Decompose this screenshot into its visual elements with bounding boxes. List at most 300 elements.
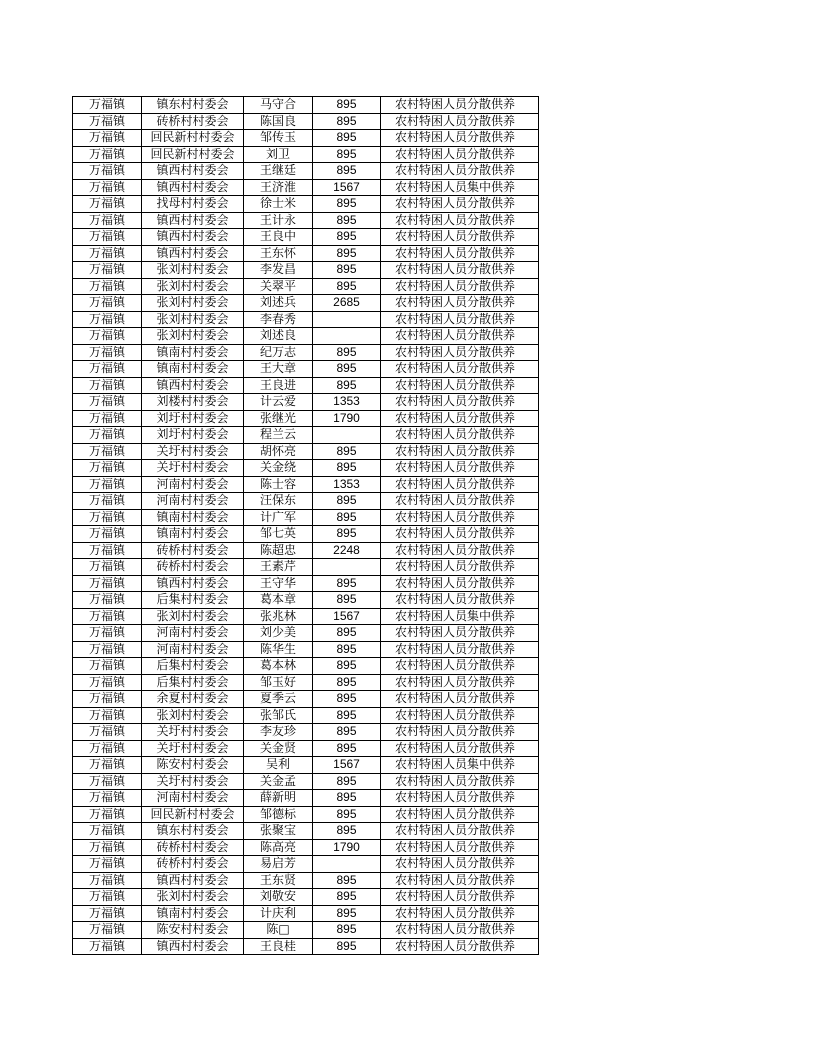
person-name-cell: 王济淮 [244, 179, 313, 196]
support-category-cell: 农村特困人员分散供养 [381, 889, 539, 906]
amount-cell [313, 328, 381, 345]
table-row [73, 691, 539, 708]
township-cell: 万福镇 [73, 344, 142, 361]
township-cell: 万福镇 [73, 328, 142, 345]
township-cell: 万福镇 [73, 724, 142, 741]
village-committee-cell: 镇南村村委会 [142, 509, 244, 526]
township-cell: 万福镇 [73, 691, 142, 708]
amount-cell: 2248 [313, 542, 381, 559]
support-category-cell: 农村特困人员分散供养 [381, 823, 539, 840]
table-row [73, 889, 539, 906]
support-category-cell: 农村特困人员分散供养 [381, 295, 539, 312]
person-name-cell: 陈士容 [244, 476, 313, 493]
support-category-cell: 农村特困人员分散供养 [381, 476, 539, 493]
table-row [73, 922, 539, 939]
village-committee-cell: 关圩村村委会 [142, 773, 244, 790]
person-name-cell: 邹玉好 [244, 674, 313, 691]
village-committee-cell: 镇南村村委会 [142, 361, 244, 378]
amount-cell: 895 [313, 872, 381, 889]
amount-cell: 895 [313, 625, 381, 642]
amount-cell: 1567 [313, 608, 381, 625]
village-committee-cell: 回民新村村委会 [142, 806, 244, 823]
township-cell: 万福镇 [73, 757, 142, 774]
person-name-cell: 计广军 [244, 509, 313, 526]
person-name-cell: 计庆利 [244, 905, 313, 922]
village-committee-cell: 张刘村村委会 [142, 707, 244, 724]
township-cell: 万福镇 [73, 658, 142, 675]
person-name-cell: 陈超忠 [244, 542, 313, 559]
support-category-cell: 农村特困人员分散供养 [381, 790, 539, 807]
support-category-cell: 农村特困人员分散供养 [381, 146, 539, 163]
support-category-cell: 农村特困人员分散供养 [381, 245, 539, 262]
person-name-cell: 陈□ [244, 922, 313, 939]
person-name-cell: 李春秀 [244, 311, 313, 328]
village-committee-cell: 砖桥村村委会 [142, 113, 244, 130]
village-committee-cell: 河南村村委会 [142, 625, 244, 642]
table-row [73, 476, 539, 493]
support-category-cell: 农村特困人员分散供养 [381, 559, 539, 576]
township-cell: 万福镇 [73, 542, 142, 559]
support-category-cell: 农村特困人员分散供养 [381, 113, 539, 130]
person-name-cell: 关金孟 [244, 773, 313, 790]
support-category-cell: 农村特困人员集中供养 [381, 757, 539, 774]
support-category-cell: 农村特困人员分散供养 [381, 658, 539, 675]
person-name-cell: 王计永 [244, 212, 313, 229]
village-committee-cell: 张刘村村委会 [142, 262, 244, 279]
village-committee-cell: 陈安村村委会 [142, 757, 244, 774]
support-category-cell: 农村特困人员分散供养 [381, 311, 539, 328]
village-committee-cell: 刘圩村村委会 [142, 427, 244, 444]
person-name-cell: 王继廷 [244, 163, 313, 180]
support-category-cell: 农村特困人员分散供养 [381, 344, 539, 361]
support-category-cell: 农村特困人员分散供养 [381, 625, 539, 642]
amount-cell: 895 [313, 146, 381, 163]
township-cell: 万福镇 [73, 493, 142, 510]
amount-cell: 895 [313, 938, 381, 955]
support-category-cell: 农村特困人员分散供养 [381, 163, 539, 180]
township-cell: 万福镇 [73, 592, 142, 609]
township-cell: 万福镇 [73, 773, 142, 790]
amount-cell: 895 [313, 905, 381, 922]
township-cell: 万福镇 [73, 856, 142, 873]
table-row [73, 245, 539, 262]
amount-cell: 1567 [313, 757, 381, 774]
village-committee-cell: 镇南村村委会 [142, 905, 244, 922]
person-name-cell: 王大章 [244, 361, 313, 378]
amount-cell: 895 [313, 344, 381, 361]
table-row [73, 443, 539, 460]
village-committee-cell: 关圩村村委会 [142, 443, 244, 460]
village-committee-cell: 余夏村村委会 [142, 691, 244, 708]
table-row [73, 163, 539, 180]
table-row [73, 509, 539, 526]
support-category-cell: 农村特困人员分散供养 [381, 394, 539, 411]
village-committee-cell: 后集村村委会 [142, 592, 244, 609]
village-committee-cell: 砖桥村村委会 [142, 856, 244, 873]
village-committee-cell: 镇西村村委会 [142, 212, 244, 229]
table-row [73, 559, 539, 576]
person-name-cell: 胡怀亮 [244, 443, 313, 460]
amount-cell: 895 [313, 163, 381, 180]
township-cell: 万福镇 [73, 146, 142, 163]
township-cell: 万福镇 [73, 740, 142, 757]
support-category-cell: 农村特困人员分散供养 [381, 443, 539, 460]
township-cell: 万福镇 [73, 361, 142, 378]
table-row [73, 823, 539, 840]
person-name-cell: 刘卫 [244, 146, 313, 163]
table-row [73, 526, 539, 543]
amount-cell: 895 [313, 361, 381, 378]
village-committee-cell: 刘圩村村委会 [142, 410, 244, 427]
township-cell: 万福镇 [73, 526, 142, 543]
table-row [73, 493, 539, 510]
person-name-cell: 王良进 [244, 377, 313, 394]
person-name-cell: 王守华 [244, 575, 313, 592]
person-name-cell: 张聚宝 [244, 823, 313, 840]
township-cell: 万福镇 [73, 922, 142, 939]
person-name-cell: 程兰云 [244, 427, 313, 444]
village-committee-cell: 河南村村委会 [142, 476, 244, 493]
person-name-cell: 王良桂 [244, 938, 313, 955]
village-committee-cell: 镇西村村委会 [142, 179, 244, 196]
support-category-cell: 农村特困人员分散供养 [381, 328, 539, 345]
person-name-cell: 关金绕 [244, 460, 313, 477]
village-committee-cell: 镇西村村委会 [142, 229, 244, 246]
village-committee-cell: 河南村村委会 [142, 493, 244, 510]
table-row [73, 757, 539, 774]
person-name-cell: 夏季云 [244, 691, 313, 708]
table-row [73, 740, 539, 757]
township-cell: 万福镇 [73, 196, 142, 213]
amount-cell: 895 [313, 212, 381, 229]
support-category-cell: 农村特困人员分散供养 [381, 278, 539, 295]
village-committee-cell: 张刘村村委会 [142, 311, 244, 328]
township-cell: 万福镇 [73, 674, 142, 691]
amount-cell: 895 [313, 229, 381, 246]
township-cell: 万福镇 [73, 394, 142, 411]
person-name-cell: 王良中 [244, 229, 313, 246]
village-committee-cell: 张刘村村委会 [142, 295, 244, 312]
relief-roster-table [72, 96, 539, 955]
person-name-cell: 徐士米 [244, 196, 313, 213]
person-name-cell: 关翠平 [244, 278, 313, 295]
village-committee-cell: 关圩村村委会 [142, 724, 244, 741]
township-cell: 万福镇 [73, 905, 142, 922]
village-committee-cell: 张刘村村委会 [142, 278, 244, 295]
village-committee-cell: 关圩村村委会 [142, 460, 244, 477]
amount-cell: 895 [313, 740, 381, 757]
township-cell: 万福镇 [73, 707, 142, 724]
person-name-cell: 张邹氏 [244, 707, 313, 724]
person-name-cell: 王东贤 [244, 872, 313, 889]
table-row [73, 905, 539, 922]
support-category-cell: 农村特困人员分散供养 [381, 410, 539, 427]
amount-cell: 895 [313, 806, 381, 823]
township-cell: 万福镇 [73, 790, 142, 807]
village-committee-cell: 砖桥村村委会 [142, 559, 244, 576]
table-row [73, 361, 539, 378]
township-cell: 万福镇 [73, 938, 142, 955]
village-committee-cell: 镇西村村委会 [142, 245, 244, 262]
amount-cell: 895 [313, 196, 381, 213]
township-cell: 万福镇 [73, 625, 142, 642]
table-row [73, 460, 539, 477]
support-category-cell: 农村特困人员分散供养 [381, 493, 539, 510]
township-cell: 万福镇 [73, 641, 142, 658]
table-row [73, 856, 539, 873]
township-cell: 万福镇 [73, 427, 142, 444]
township-cell: 万福镇 [73, 295, 142, 312]
roster-body [73, 97, 539, 955]
amount-cell: 895 [313, 575, 381, 592]
support-category-cell: 农村特困人员分散供养 [381, 460, 539, 477]
person-name-cell: 陈国良 [244, 113, 313, 130]
amount-cell: 895 [313, 130, 381, 147]
person-name-cell: 陈华生 [244, 641, 313, 658]
village-committee-cell: 河南村村委会 [142, 790, 244, 807]
village-committee-cell: 张刘村村委会 [142, 889, 244, 906]
table-row [73, 113, 539, 130]
amount-cell [313, 856, 381, 873]
support-category-cell: 农村特困人员分散供养 [381, 839, 539, 856]
table-row [73, 427, 539, 444]
support-category-cell: 农村特困人员分散供养 [381, 922, 539, 939]
amount-cell: 895 [313, 460, 381, 477]
amount-cell: 1567 [313, 179, 381, 196]
amount-cell: 895 [313, 790, 381, 807]
amount-cell: 895 [313, 592, 381, 609]
amount-cell: 895 [313, 113, 381, 130]
person-name-cell: 关金贤 [244, 740, 313, 757]
person-name-cell: 葛本林 [244, 658, 313, 675]
township-cell: 万福镇 [73, 410, 142, 427]
table-row [73, 790, 539, 807]
village-committee-cell: 砖桥村村委会 [142, 542, 244, 559]
township-cell: 万福镇 [73, 311, 142, 328]
township-cell: 万福镇 [73, 130, 142, 147]
table-row [73, 278, 539, 295]
amount-cell [313, 311, 381, 328]
support-category-cell: 农村特困人员分散供养 [381, 674, 539, 691]
person-name-cell: 王东怀 [244, 245, 313, 262]
township-cell: 万福镇 [73, 889, 142, 906]
village-committee-cell: 砖桥村村委会 [142, 839, 244, 856]
table-row [73, 311, 539, 328]
support-category-cell: 农村特困人员集中供养 [381, 179, 539, 196]
table-row [73, 938, 539, 955]
village-committee-cell: 镇西村村委会 [142, 872, 244, 889]
table-row [73, 377, 539, 394]
village-committee-cell: 河南村村委会 [142, 641, 244, 658]
amount-cell: 895 [313, 97, 381, 114]
township-cell: 万福镇 [73, 97, 142, 114]
village-committee-cell: 镇西村村委会 [142, 377, 244, 394]
table-row [73, 608, 539, 625]
person-name-cell: 刘述良 [244, 328, 313, 345]
table-row [73, 328, 539, 345]
village-committee-cell: 镇南村村委会 [142, 344, 244, 361]
person-name-cell: 刘少美 [244, 625, 313, 642]
support-category-cell: 农村特困人员集中供养 [381, 608, 539, 625]
support-category-cell: 农村特困人员分散供养 [381, 427, 539, 444]
table-row [73, 179, 539, 196]
amount-cell: 895 [313, 493, 381, 510]
township-cell: 万福镇 [73, 575, 142, 592]
township-cell: 万福镇 [73, 509, 142, 526]
amount-cell: 895 [313, 823, 381, 840]
village-committee-cell: 镇西村村委会 [142, 938, 244, 955]
support-category-cell: 农村特困人员分散供养 [381, 542, 539, 559]
amount-cell [313, 559, 381, 576]
support-category-cell: 农村特困人员分散供养 [381, 212, 539, 229]
person-name-cell: 纪万志 [244, 344, 313, 361]
support-category-cell: 农村特困人员分散供养 [381, 691, 539, 708]
amount-cell: 895 [313, 889, 381, 906]
support-category-cell: 农村特困人员分散供养 [381, 377, 539, 394]
person-name-cell: 薛新明 [244, 790, 313, 807]
person-name-cell: 易启芳 [244, 856, 313, 873]
amount-cell: 1353 [313, 394, 381, 411]
support-category-cell: 农村特困人员分散供养 [381, 773, 539, 790]
person-name-cell: 陈高亮 [244, 839, 313, 856]
amount-cell: 895 [313, 509, 381, 526]
township-cell: 万福镇 [73, 839, 142, 856]
support-category-cell: 农村特困人员分散供养 [381, 938, 539, 955]
person-name-cell: 吴利 [244, 757, 313, 774]
support-category-cell: 农村特困人员分散供养 [381, 740, 539, 757]
township-cell: 万福镇 [73, 212, 142, 229]
village-committee-cell: 陈安村村委会 [142, 922, 244, 939]
person-name-cell: 邹传玉 [244, 130, 313, 147]
village-committee-cell: 张刘村村委会 [142, 328, 244, 345]
table-row [73, 872, 539, 889]
amount-cell: 895 [313, 245, 381, 262]
support-category-cell: 农村特困人员分散供养 [381, 724, 539, 741]
village-committee-cell: 后集村村委会 [142, 674, 244, 691]
amount-cell: 895 [313, 691, 381, 708]
table-row [73, 295, 539, 312]
table-row [73, 410, 539, 427]
village-committee-cell: 回民新村村委会 [142, 130, 244, 147]
table-row [73, 839, 539, 856]
amount-cell [313, 427, 381, 444]
table-row [73, 625, 539, 642]
township-cell: 万福镇 [73, 163, 142, 180]
township-cell: 万福镇 [73, 377, 142, 394]
amount-cell: 895 [313, 674, 381, 691]
township-cell: 万福镇 [73, 245, 142, 262]
person-name-cell: 刘述兵 [244, 295, 313, 312]
amount-cell: 1790 [313, 410, 381, 427]
township-cell: 万福镇 [73, 443, 142, 460]
person-name-cell: 李发昌 [244, 262, 313, 279]
support-category-cell: 农村特困人员分散供养 [381, 592, 539, 609]
table-row [73, 724, 539, 741]
village-committee-cell: 镇东村村委会 [142, 97, 244, 114]
village-committee-cell: 后集村村委会 [142, 658, 244, 675]
support-category-cell: 农村特困人员分散供养 [381, 872, 539, 889]
support-category-cell: 农村特困人员分散供养 [381, 196, 539, 213]
table-row [73, 707, 539, 724]
support-category-cell: 农村特困人员分散供养 [381, 97, 539, 114]
table-row [73, 773, 539, 790]
township-cell: 万福镇 [73, 608, 142, 625]
person-name-cell: 邹德标 [244, 806, 313, 823]
amount-cell: 895 [313, 377, 381, 394]
amount-cell: 895 [313, 707, 381, 724]
amount-cell: 895 [313, 641, 381, 658]
township-cell: 万福镇 [73, 823, 142, 840]
table-row [73, 146, 539, 163]
table-row [73, 806, 539, 823]
village-committee-cell: 镇东村村委会 [142, 823, 244, 840]
amount-cell: 895 [313, 443, 381, 460]
table-row [73, 394, 539, 411]
amount-cell: 895 [313, 526, 381, 543]
support-category-cell: 农村特困人员分散供养 [381, 130, 539, 147]
township-cell: 万福镇 [73, 179, 142, 196]
table-row [73, 674, 539, 691]
table-row [73, 641, 539, 658]
person-name-cell: 王素芹 [244, 559, 313, 576]
township-cell: 万福镇 [73, 806, 142, 823]
township-cell: 万福镇 [73, 262, 142, 279]
amount-cell: 895 [313, 922, 381, 939]
village-committee-cell: 找母村村委会 [142, 196, 244, 213]
person-name-cell: 李友珍 [244, 724, 313, 741]
person-name-cell: 张继光 [244, 410, 313, 427]
support-category-cell: 农村特困人员分散供养 [381, 806, 539, 823]
village-committee-cell: 刘楼村村委会 [142, 394, 244, 411]
support-category-cell: 农村特困人员分散供养 [381, 641, 539, 658]
table-row [73, 229, 539, 246]
township-cell: 万福镇 [73, 278, 142, 295]
township-cell: 万福镇 [73, 460, 142, 477]
table-row [73, 97, 539, 114]
person-name-cell: 计云爱 [244, 394, 313, 411]
township-cell: 万福镇 [73, 476, 142, 493]
support-category-cell: 农村特困人员分散供养 [381, 575, 539, 592]
support-category-cell: 农村特困人员分散供养 [381, 509, 539, 526]
support-category-cell: 农村特困人员分散供养 [381, 707, 539, 724]
amount-cell: 1790 [313, 839, 381, 856]
amount-cell: 2685 [313, 295, 381, 312]
table-row [73, 575, 539, 592]
township-cell: 万福镇 [73, 872, 142, 889]
table-row [73, 130, 539, 147]
township-cell: 万福镇 [73, 229, 142, 246]
table-row [73, 212, 539, 229]
table-row [73, 262, 539, 279]
support-category-cell: 农村特困人员分散供养 [381, 526, 539, 543]
amount-cell: 895 [313, 724, 381, 741]
village-committee-cell: 镇西村村委会 [142, 575, 244, 592]
amount-cell: 1353 [313, 476, 381, 493]
support-category-cell: 农村特困人员分散供养 [381, 905, 539, 922]
support-category-cell: 农村特困人员分散供养 [381, 229, 539, 246]
table-row [73, 542, 539, 559]
support-category-cell: 农村特困人员分散供养 [381, 856, 539, 873]
person-name-cell: 马守合 [244, 97, 313, 114]
support-category-cell: 农村特困人员分散供养 [381, 361, 539, 378]
table-row [73, 658, 539, 675]
table-row [73, 344, 539, 361]
table-row [73, 196, 539, 213]
amount-cell: 895 [313, 658, 381, 675]
person-name-cell: 葛本章 [244, 592, 313, 609]
amount-cell: 895 [313, 773, 381, 790]
village-committee-cell: 回民新村村委会 [142, 146, 244, 163]
